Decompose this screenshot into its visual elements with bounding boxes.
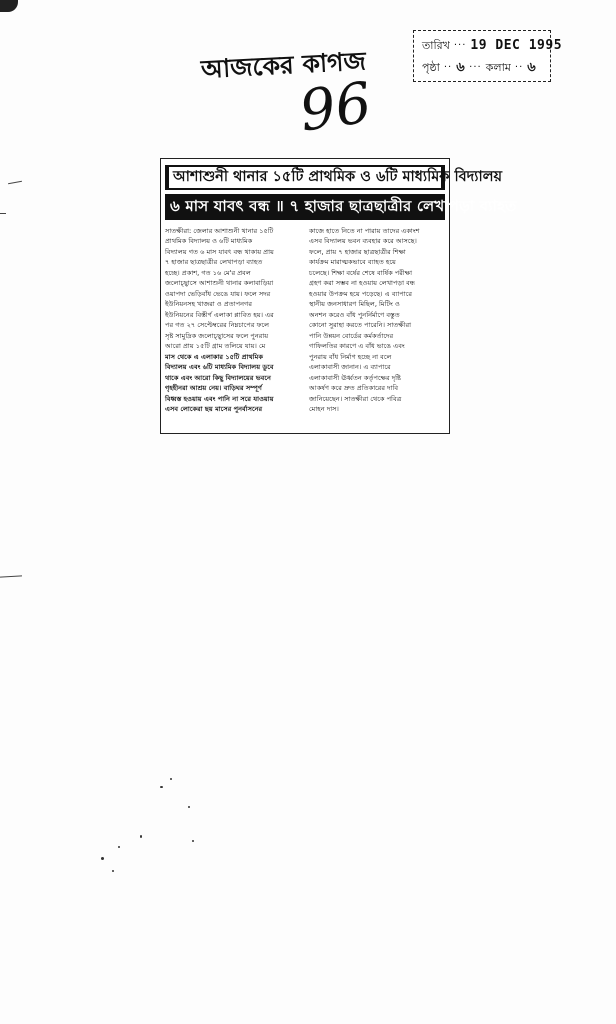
article-line: জলোচ্ছ্বাসে আশাশুনী থানার কলাবাড়িয়া — [165, 279, 274, 288]
article-line: পর গত ২৭ সেপ্টেম্বরের নিম্নচাপের ফলে — [165, 321, 269, 330]
scan-speck — [118, 846, 120, 848]
stamp-dots: ··· — [453, 39, 467, 51]
article-line: আরো প্রায় ১৫টি গ্রাম তলিয়ে যায়। মে — [165, 342, 266, 351]
article-line: কোনো সুরাহা করতে পারেনি। সাতক্ষীরা — [309, 321, 412, 330]
scan-mark — [0, 575, 22, 577]
article-line: কাজে হাতে নিতে না পারায় তাদের একাংশ — [309, 226, 420, 235]
article-line: গ্রহণ করা সম্ভব না হওয়ায় লেখাপড়া বন্ধ — [309, 279, 416, 288]
article-line: কার্যক্রম মারাত্মকভাবে ব্যাহত হয়ে — [309, 258, 396, 267]
article-line: মাস থেকে এ এলাকার ১৫টি প্রাথমিক — [165, 352, 263, 361]
scan-speck — [188, 806, 190, 808]
article-line: হচ্ছে। প্রকাশ, গত ১৬ মে'র প্রবল — [165, 268, 251, 277]
article-line: এলাকাবাসী জানান। এ ব্যাপারে — [309, 363, 391, 372]
article-line: গাফিলতির কারণে এ বাঁধ ভাঙে এবং — [309, 342, 405, 351]
scan-speck — [112, 870, 114, 872]
stamp-column-value: ৬ — [527, 60, 537, 75]
article-line: সাতক্ষীরা: জেলার আশাশুনী থানার ১৫টি — [165, 226, 274, 235]
article-line: চলেছে। শিক্ষা বর্ষের শেষে বার্ষিক পরীক্ষা — [309, 268, 413, 277]
stamp-page-value: ৬ — [456, 60, 466, 75]
stamp-date-label: তারিখ — [422, 39, 450, 52]
article-line: অনশন করেও বাঁধ পুনর্নির্মাণে বস্তুত — [309, 310, 400, 319]
article-line: সৃষ্ট সামুদ্রিক জলোচ্ছ্বাসের ফলে পুনরায় — [165, 331, 269, 340]
headline-line-2: ৬ মাস যাবৎ বন্ধ ॥ ৭ হাজার ছাত্রছাত্রীর লেখাপড়া ব্যাহত — [165, 194, 445, 220]
stamp-dots: ··· — [469, 61, 482, 73]
article-line: প্রাথমিক বিদ্যালয় ও ৬টি মাধ্যমিক — [165, 237, 253, 246]
stamp-page-row — [422, 61, 536, 74]
stamp-column-label: কলাম — [485, 61, 511, 74]
stamp-dots: ·· — [514, 61, 524, 73]
handwritten-number: 96 — [295, 70, 376, 145]
article-line: হওয়ার উপক্রম হয়ে পড়েছে। এ ব্যাপারে — [309, 289, 413, 298]
article-line: গৃহহীনরা আশ্রয় নেয়। বাড়িঘর সম্পূর্ণ — [165, 384, 262, 393]
article-line: এসব লোকেরা ছয় মাসের পুনর্বাসনের — [165, 405, 263, 414]
headline-line-1: আশাশুনী থানার ১৫টি প্রাথমিক ও ৬টি মাধ্যমিক বিদ্যালয় — [165, 165, 445, 190]
scan-speck — [170, 778, 172, 780]
scan-mark — [0, 213, 6, 214]
article-line: ৭ হাজার ছাত্রছাত্রীর লেখাপড়া ব্যাহত — [165, 258, 263, 267]
article-column-2 — [309, 226, 445, 415]
scan-mark — [8, 181, 22, 184]
article-line: পানি উন্নয়ন বোর্ডের কর্মকর্তাদের — [309, 331, 394, 340]
article-line: মোহন দাস। — [309, 405, 339, 414]
article-line: আকর্ষণ করে দ্রুত প্রতিকারের দাবি — [309, 384, 399, 393]
article-line: ইউনিয়নসহ খাজরা ও প্রতাপনগর — [165, 300, 252, 309]
stamp-date-value: 19 DEC 1995 — [470, 38, 563, 53]
article-line: জানিয়েছেন। সাতক্ষীরা থেকে পবিত্র — [309, 394, 402, 403]
stamp-page-label: পৃষ্ঠা — [422, 61, 440, 74]
article-body — [165, 226, 445, 415]
scan-speck — [140, 835, 142, 838]
stamp-date-row — [422, 39, 562, 52]
article-line: বিদ্যালয় এবং ৬টি মাধ্যমিক বিদ্যালয় ডুবে — [165, 363, 274, 372]
article-column-1 — [165, 226, 301, 415]
article-line: স্থানীয় জনসাধারণ মিছিল, মিটিং ও — [309, 300, 400, 309]
article-line: ওয়াপদা ভেড়িবাঁধ ভেঙে যায়। ফলে সদর — [165, 289, 271, 298]
newspaper-clipping — [160, 158, 517, 434]
corner-smudge — [0, 0, 18, 12]
article-line: এলাকাবাসী ঊর্ধ্বতন কর্তৃপক্ষের দৃষ্টি — [309, 373, 401, 382]
article-line: ফলে, প্রায় ৭ হাজার ছাত্রছাত্রীর শিক্ষা — [309, 247, 406, 256]
article-line: থাকে এবং আরো কিছু বিদ্যালয়ের ভবনে — [165, 373, 271, 382]
scan-speck — [192, 840, 194, 842]
scan-speck — [160, 786, 163, 788]
article-line: ইউনিয়নের বিস্তীর্ণ এলাকা প্লাবিত হয়। এর — [165, 310, 274, 319]
scan-speck — [101, 857, 104, 860]
article-line: বিদ্যালয় গত ৬ মাস যাবৎ বন্ধ থাকায় প্রায় — [165, 247, 274, 256]
article-line: এসব বিদ্যালয় ভবন ব্যবহার করে আসছে। — [309, 237, 417, 246]
archive-stamp — [413, 30, 563, 82]
stamp-dots: ·· — [443, 61, 453, 73]
article-line: বিধ্বস্ত হওয়ায় এবং পানি না সরে যাওয়ায় — [165, 394, 274, 403]
newspaper-masthead: আজকের কাগজ — [200, 46, 367, 84]
article-line: পুনরায় বাঁধ নির্মাণ হচ্ছে না বলে — [309, 352, 392, 361]
